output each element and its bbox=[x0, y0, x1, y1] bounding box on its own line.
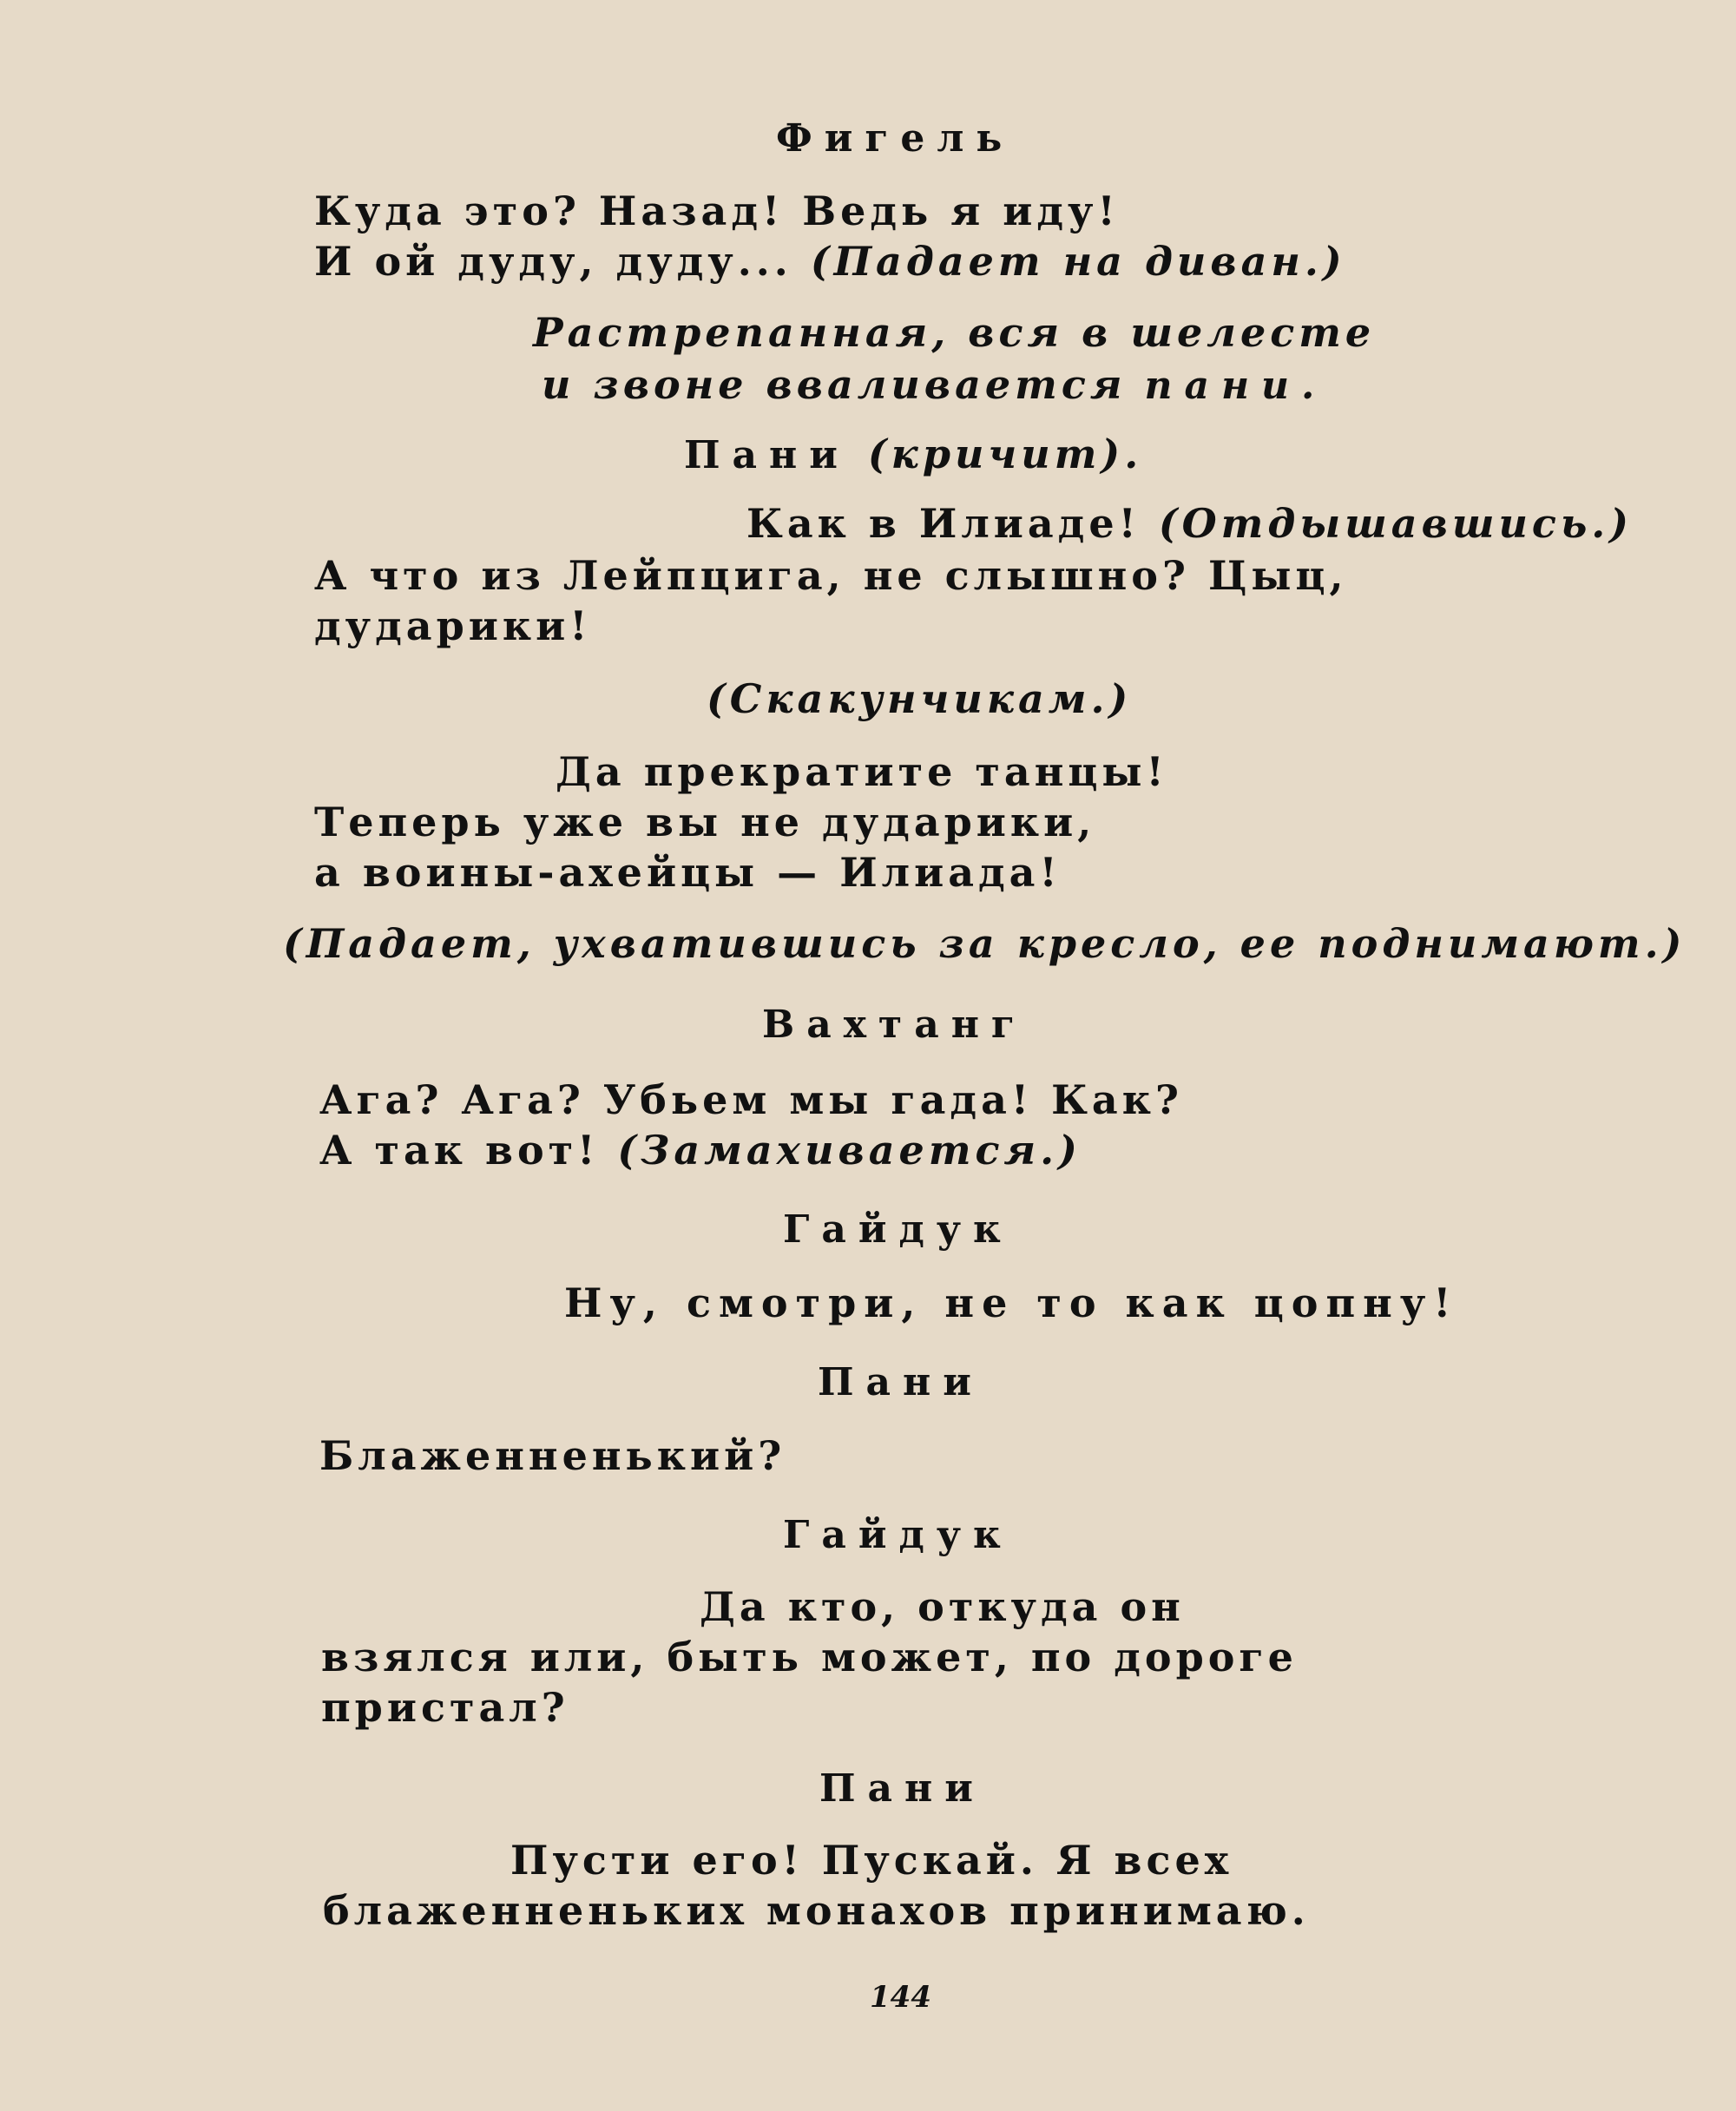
text-line: А что из Лейпцига, не слышно? Цыц, bbox=[314, 552, 1348, 599]
page-number: 144 bbox=[870, 1980, 931, 2015]
stage-direction: (Отдышавшись.) bbox=[1158, 500, 1634, 547]
speaker-gaiduk: Гайдук bbox=[783, 1513, 1013, 1557]
speaker-vakhtang: Вахтанг bbox=[762, 1003, 1027, 1047]
stage-direction: (кричит). bbox=[867, 431, 1143, 477]
text-line: взялся или, быть может, по дороге bbox=[321, 1634, 1298, 1680]
stage-direction: (Падает на диван.) bbox=[810, 238, 1346, 285]
text-line bbox=[746, 498, 1633, 549]
line-text: А так вот! bbox=[319, 1127, 600, 1174]
text-line: Теперь уже вы не дударики, bbox=[314, 799, 1096, 845]
text-line: Блаженненький? bbox=[319, 1432, 786, 1479]
stage-text: и звоне вваливается bbox=[542, 361, 1127, 408]
speaker-pani: Пани bbox=[819, 1766, 985, 1811]
text-line: блаженненьких монахов принимаю. bbox=[323, 1887, 1310, 1934]
stage-direction bbox=[542, 359, 1326, 411]
speaker-pani bbox=[684, 429, 1142, 481]
stage-direction: Растрепанная, вся в шелесте bbox=[533, 309, 1376, 356]
text-line: Да прекратите танцы! bbox=[556, 748, 1168, 795]
text-line bbox=[314, 236, 1346, 286]
line-text: Как в Илиаде! bbox=[746, 500, 1141, 547]
stage-direction: (Замахивается.) bbox=[617, 1127, 1082, 1174]
text-line: пристал? bbox=[321, 1684, 569, 1731]
text-line: Ну, смотри, не то как цопну! bbox=[564, 1279, 1459, 1326]
line-text: И ой дуду, дуду... bbox=[314, 238, 792, 285]
text-line: дударики! bbox=[314, 602, 592, 649]
text-line: Ага? Ага? Убьем мы гада! Как? bbox=[319, 1076, 1183, 1123]
text-line: Пусти его! Пускай. Я всех bbox=[510, 1837, 1233, 1884]
speaker-pani: Пани bbox=[818, 1360, 983, 1404]
text-line bbox=[319, 1125, 1082, 1175]
text-line: а воины-ахейцы — Илиада! bbox=[314, 849, 1062, 896]
speaker-name: Пани bbox=[684, 433, 850, 477]
speaker-gaiduk: Гайдук bbox=[783, 1207, 1013, 1252]
text-line: Куда это? Назад! Ведь я иду! bbox=[314, 187, 1120, 234]
text-line: Да кто, откуда он bbox=[700, 1583, 1185, 1630]
speaker-figel: Фигель bbox=[776, 116, 1015, 161]
stage-direction: (Скакунчикам.) bbox=[707, 675, 1133, 722]
character-name: пани. bbox=[1144, 364, 1327, 408]
stage-direction: (Падает, ухватившись за кресло, ее поднимают.) bbox=[283, 920, 1687, 967]
